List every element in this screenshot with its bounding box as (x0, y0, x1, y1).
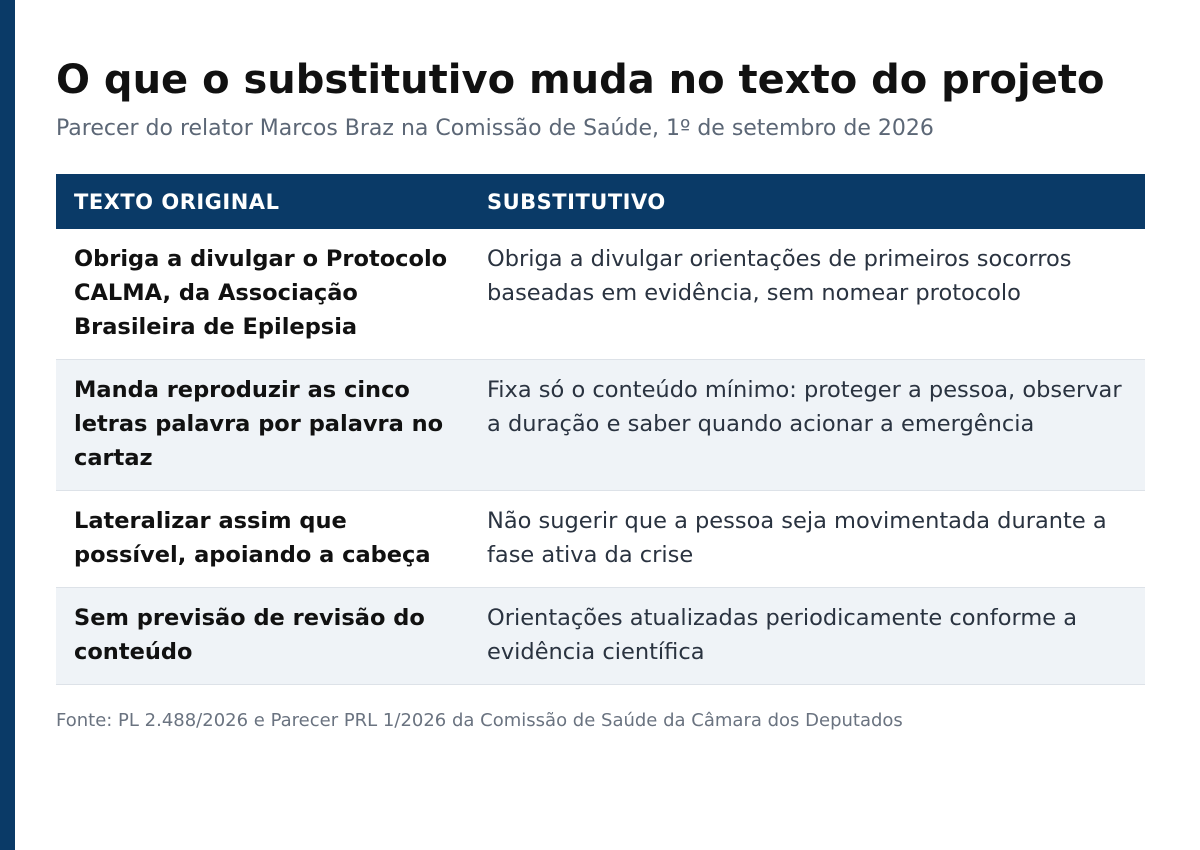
source-note: Fonte: PL 2.488/2026 e Parecer PRL 1/2026 da Comissão de Saúde da Câmara dos Deputados (56, 710, 903, 731)
table-header (56, 174, 1145, 229)
comparison-table (56, 174, 1145, 685)
column-header-substitutivo: SUBSTITUTIVO (469, 174, 1145, 229)
column-header-original: TEXTO ORIGINAL (56, 174, 469, 229)
table-body (56, 229, 1145, 685)
table-row (56, 229, 1145, 360)
table-row (56, 491, 1145, 588)
article-content (56, 54, 1145, 733)
table-row (56, 360, 1145, 491)
page-title: O que o substitutivo muda no texto do projeto (56, 57, 1105, 103)
cell-substitutivo: Fixa só o conteúdo mínimo: proteger a pessoa, observar a duração e saber quando acionar a emergência (469, 360, 1145, 491)
cell-original: Lateralizar assim que possível, apoiando a cabeça (56, 491, 469, 588)
page-subtitle: Parecer do relator Marcos Braz na Comissão de Saúde, 1º de setembro de 2026 (56, 116, 934, 141)
cell-substitutivo: Não sugerir que a pessoa seja movimentada durante a fase ativa da crise (469, 491, 1145, 588)
header-row (56, 174, 1145, 229)
accent-bar (0, 0, 15, 850)
cell-substitutivo: Orientações atualizadas periodicamente conforme a evidência científica (469, 588, 1145, 685)
cell-original: Sem previsão de revisão do conteúdo (56, 588, 469, 685)
table-row (56, 588, 1145, 685)
cell-original: Obriga a divulgar o Protocolo CALMA, da Associação Brasileira de Epilepsia (56, 229, 469, 360)
cell-original: Manda reproduzir as cinco letras palavra por palavra no cartaz (56, 360, 469, 491)
cell-substitutivo: Obriga a divulgar orientações de primeiros socorros baseadas em evidência, sem nomear protocolo (469, 229, 1145, 360)
